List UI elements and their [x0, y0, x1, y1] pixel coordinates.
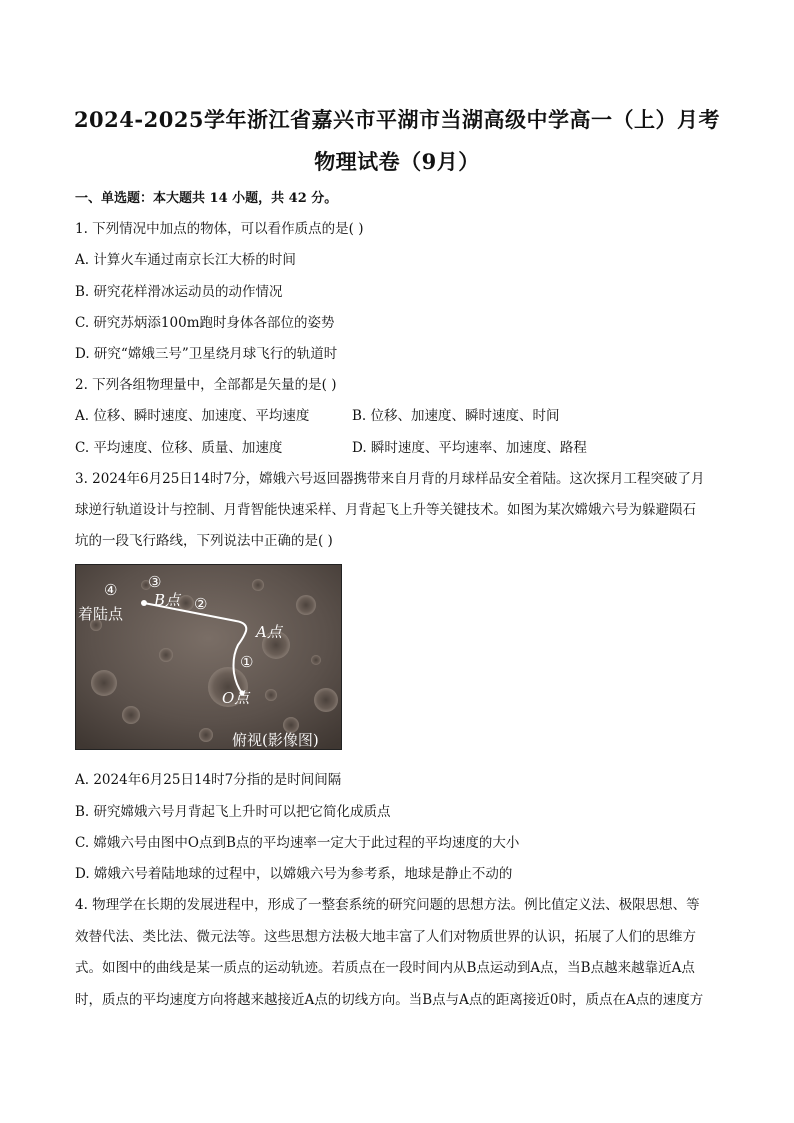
q2-option-b: B. 位移、加速度、瞬时速度、时间: [352, 408, 560, 424]
label-circle-2: ②: [194, 595, 208, 613]
label-o-point: O点: [222, 689, 250, 707]
label-a-point: A点: [256, 623, 282, 641]
q2-option-a: A. 位移、瞬时速度、加速度、平均速度: [75, 408, 310, 424]
landing-point-marker: [141, 600, 147, 606]
figure-caption: 俯视(影像图): [232, 731, 319, 749]
q4-line2: 效替代法、类比法、微元法等。这些思想方法极大地丰富了人们对物质世界的认识，拓展了人们的思维方: [75, 929, 696, 945]
q3-option-c: C. 嫦娥六号由图中O点到B点的平均速率一定大于此过程的平均速度的大小: [75, 835, 520, 851]
q2-option-d: D. 瞬时速度、平均速率、加速度、路程: [352, 440, 587, 456]
q3-option-b: B. 研究嫦娥六号月背起飞上升时可以把它简化成质点: [75, 804, 391, 820]
label-circle-4: ④: [104, 581, 118, 599]
exam-title-line2: 物理试卷（9月）: [314, 149, 480, 174]
q1-stem: 1. 下列情况中加点的物体，可以看作质点的是( ): [75, 221, 364, 237]
exam-title-line1: 2024-2025学年浙江省嘉兴市平湖市当湖高级中学高一（上）月考: [73, 107, 721, 132]
q3-stem-line3: 坑的一段飞行路线，下列说法中正确的是( ): [75, 533, 333, 549]
q4-line4: 时，质点的平均速度方向将越来越接近A点的切线方向。当B点与A点的距离接近0时，质点在A点的速度方: [75, 992, 704, 1008]
q1-option-c: C. 研究苏炳添100m跑时身体各部位的姿势: [75, 315, 335, 331]
q4-line3: 式。如图中的曲线是某一质点的运动轨迹。若质点在一段时间内从B点运动到A点，当B点越来越靠近A点: [75, 960, 695, 976]
q3-stem-line1: 3. 2024年6月25日14时7分，嫦娥六号返回器携带来自月背的月球样品安全着陆。这次探月工程突破了月: [75, 471, 705, 487]
q2-stem: 2. 下列各组物理量中，全部都是矢量的是( ): [75, 377, 337, 393]
label-b-point: B点: [154, 591, 181, 609]
label-circle-1: ①: [240, 653, 254, 671]
q3-option-a: A. 2024年6月25日14时7分指的是时间间隔: [75, 772, 342, 788]
q1-option-a: A. 计算火车通过南京长江大桥的时间: [75, 252, 296, 268]
q1-option-b: B. 研究花样滑冰运动员的动作情况: [75, 284, 283, 300]
q1-option-d: D. 研究“嫦娥三号”卫星绕月球飞行的轨道时: [75, 346, 338, 362]
moon-surface-image: [76, 565, 341, 749]
label-circle-3: ③: [148, 573, 162, 591]
moon-flight-path-figure: [75, 564, 342, 750]
q3-option-d: D. 嫦娥六号着陆地球的过程中，以嫦娥六号为参考系，地球是静止不动的: [75, 866, 513, 882]
q2-option-c: C. 平均速度、位移、质量、加速度: [75, 440, 283, 456]
q4-line1: 4. 物理学在长期的发展进程中，形成了一整套系统的研究问题的思想方法。例比值定义法、极限思想、等: [75, 897, 700, 913]
q3-stem-line2: 球逆行轨道设计与控制、月背智能快速采样、月背起飞上升等关键技术。如图为某次嫦娥六号为躲避陨石: [75, 502, 696, 518]
label-landing-point: 着陆点: [78, 605, 124, 623]
section-heading: 一、单选题：本大题共 14 小题，共 42 分。: [75, 191, 338, 206]
